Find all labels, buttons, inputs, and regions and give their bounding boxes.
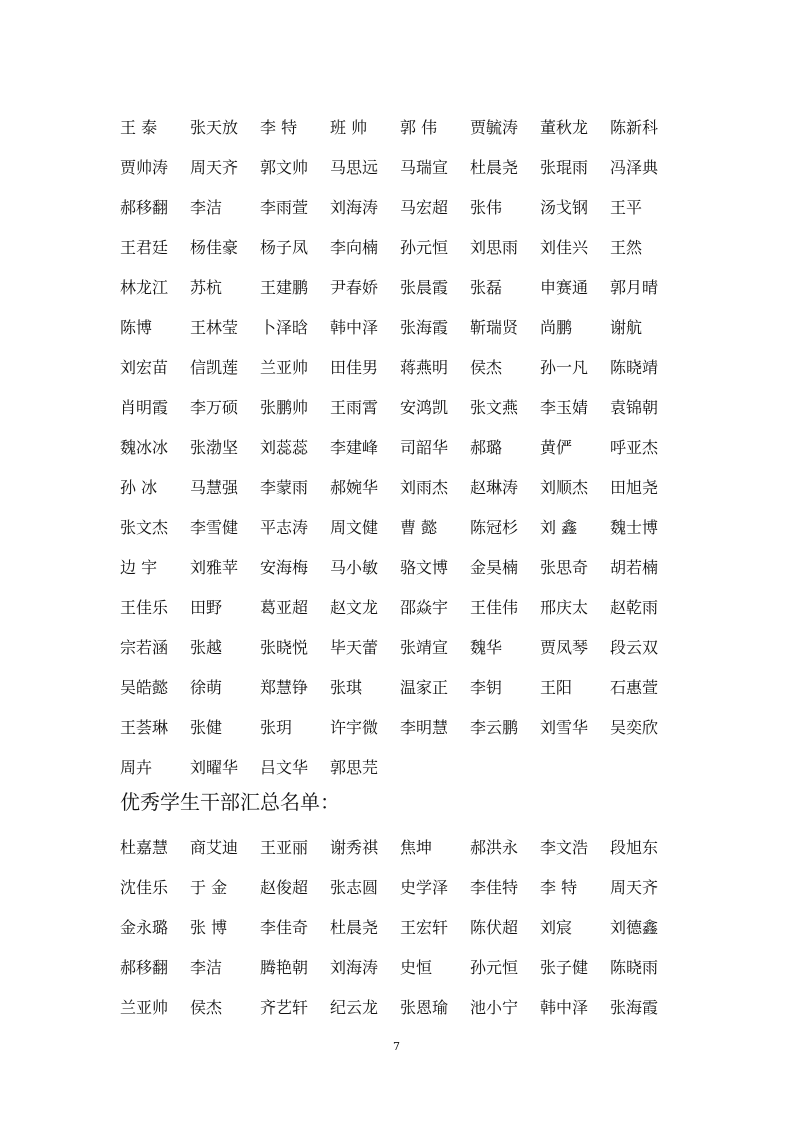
name-cell: 苏杭 — [190, 277, 223, 297]
name-cell: 班 帅 — [330, 117, 368, 137]
name-cell: 申赛通 — [540, 277, 589, 297]
name-cell: 吴奕欣 — [610, 717, 659, 737]
name-list-top — [120, 106, 680, 786]
name-cell: 赵琳涛 — [470, 477, 519, 497]
name-cell: 金永璐 — [120, 917, 169, 937]
name-cell: 刘顺杰 — [540, 477, 589, 497]
name-row — [120, 866, 680, 906]
name-cell: 靳瑞贤 — [470, 317, 519, 337]
name-cell: 刘宸 — [540, 917, 573, 937]
name-row — [120, 826, 680, 866]
name-cell: 贾帅涛 — [120, 157, 169, 177]
name-cell: 谢航 — [610, 317, 643, 337]
name-cell: 王阳 — [540, 677, 573, 697]
name-cell: 张思奇 — [540, 557, 589, 577]
name-cell: 赵乾雨 — [610, 597, 659, 617]
name-list-outstanding-cadres — [120, 826, 680, 1026]
name-cell: 陈博 — [120, 317, 153, 337]
name-cell: 周天齐 — [190, 157, 239, 177]
name-cell: 田野 — [190, 597, 223, 617]
name-cell: 郝璐 — [470, 437, 503, 457]
name-cell: 李万硕 — [190, 397, 239, 417]
name-cell: 郭思芫 — [330, 757, 379, 777]
name-row — [120, 386, 680, 426]
name-cell: 冯泽典 — [610, 157, 659, 177]
name-cell: 邢庆太 — [540, 597, 589, 617]
name-cell: 李雪健 — [190, 517, 239, 537]
name-cell: 李雨萱 — [260, 197, 309, 217]
name-cell: 刘 鑫 — [540, 517, 578, 537]
name-cell: 王 泰 — [120, 117, 158, 137]
name-cell: 张磊 — [470, 277, 503, 297]
name-row — [120, 466, 680, 506]
name-cell: 宗若涵 — [120, 637, 169, 657]
name-cell: 刘曜华 — [190, 757, 239, 777]
name-row — [120, 706, 680, 746]
name-cell: 吕文华 — [260, 757, 309, 777]
name-cell: 李 特 — [260, 117, 298, 137]
name-cell: 张文燕 — [470, 397, 519, 417]
name-cell: 王雨霄 — [330, 397, 379, 417]
name-cell: 魏士博 — [610, 517, 659, 537]
name-cell: 郭文帅 — [260, 157, 309, 177]
name-cell: 马瑞宣 — [400, 157, 449, 177]
name-cell: 邵焱宇 — [400, 597, 449, 617]
name-cell: 段旭东 — [610, 837, 659, 857]
name-cell: 史恒 — [400, 957, 433, 977]
name-cell: 张恩瑜 — [400, 997, 449, 1017]
name-row — [120, 906, 680, 946]
name-cell: 刘雨杰 — [400, 477, 449, 497]
name-cell: 李玉婧 — [540, 397, 589, 417]
name-cell: 刘思雨 — [470, 237, 519, 257]
name-cell: 赵文龙 — [330, 597, 379, 617]
name-cell: 张琨雨 — [540, 157, 589, 177]
name-cell: 赵俊超 — [260, 877, 309, 897]
name-cell: 贾毓涛 — [470, 117, 519, 137]
name-cell: 王荟琳 — [120, 717, 169, 737]
name-cell: 刘德鑫 — [610, 917, 659, 937]
name-cell: 郭月晴 — [610, 277, 659, 297]
name-cell: 李佳奇 — [260, 917, 309, 937]
name-cell: 陈冠杉 — [470, 517, 519, 537]
name-cell: 杜晨尧 — [330, 917, 379, 937]
name-cell: 郑慧铮 — [260, 677, 309, 697]
name-cell: 刘雅苹 — [190, 557, 239, 577]
name-cell: 温家正 — [400, 677, 449, 697]
name-cell: 李钥 — [470, 677, 503, 697]
name-row — [120, 186, 680, 226]
name-cell: 黄俨 — [540, 437, 573, 457]
name-cell: 王然 — [610, 237, 643, 257]
name-cell: 于 金 — [190, 877, 228, 897]
name-cell: 兰亚帅 — [120, 997, 169, 1017]
name-cell: 张海霞 — [610, 997, 659, 1017]
name-cell: 葛亚超 — [260, 597, 309, 617]
name-row — [120, 426, 680, 466]
name-cell: 杜晨尧 — [470, 157, 519, 177]
name-cell: 郝洪永 — [470, 837, 519, 857]
name-cell: 张渤坚 — [190, 437, 239, 457]
name-cell: 肖明霞 — [120, 397, 169, 417]
name-cell: 金昊楠 — [470, 557, 519, 577]
name-cell: 刘宏苗 — [120, 357, 169, 377]
name-cell: 侯杰 — [470, 357, 503, 377]
name-cell: 刘佳兴 — [540, 237, 589, 257]
name-cell: 马思远 — [330, 157, 379, 177]
name-cell: 周卉 — [120, 757, 153, 777]
name-cell: 陈新科 — [610, 117, 659, 137]
name-cell: 王宏轩 — [400, 917, 449, 937]
name-cell: 周文健 — [330, 517, 379, 537]
name-cell: 孙元恒 — [470, 957, 519, 977]
name-cell: 李云鹏 — [470, 717, 519, 737]
name-cell: 王林莹 — [190, 317, 239, 337]
name-row — [120, 266, 680, 306]
name-cell: 贾凤琴 — [540, 637, 589, 657]
name-row — [120, 946, 680, 986]
name-cell: 郭 伟 — [400, 117, 438, 137]
name-cell: 郝移翻 — [120, 957, 169, 977]
name-cell: 刘雪华 — [540, 717, 589, 737]
name-cell: 董秋龙 — [540, 117, 589, 137]
name-cell: 蒋燕明 — [400, 357, 449, 377]
name-cell: 胡若楠 — [610, 557, 659, 577]
name-cell: 孙 冰 — [120, 477, 158, 497]
name-cell: 李文浩 — [540, 837, 589, 857]
name-cell: 骆文博 — [400, 557, 449, 577]
name-cell: 曹 懿 — [400, 517, 438, 537]
name-cell: 池小宁 — [470, 997, 519, 1017]
section-heading: 优秀学生干部汇总名单： — [120, 790, 340, 814]
name-cell: 张鹏帅 — [260, 397, 309, 417]
name-cell: 边 宇 — [120, 557, 158, 577]
name-cell: 李明慧 — [400, 717, 449, 737]
name-cell: 马小敏 — [330, 557, 379, 577]
name-cell: 信凯莲 — [190, 357, 239, 377]
name-cell: 尚鹏 — [540, 317, 573, 337]
name-cell: 李向楠 — [330, 237, 379, 257]
name-cell: 纪云龙 — [330, 997, 379, 1017]
name-row — [120, 306, 680, 346]
name-cell: 史学泽 — [400, 877, 449, 897]
name-row — [120, 746, 680, 786]
page-number: 7 — [393, 1040, 400, 1053]
name-cell: 张志圆 — [330, 877, 379, 897]
name-cell: 田旭尧 — [610, 477, 659, 497]
name-cell: 卜泽晗 — [260, 317, 309, 337]
name-cell: 谢秀祺 — [330, 837, 379, 857]
name-cell: 张健 — [190, 717, 223, 737]
name-row — [120, 626, 680, 666]
name-cell: 司韶华 — [400, 437, 449, 457]
name-cell: 李蒙雨 — [260, 477, 309, 497]
name-cell: 马宏超 — [400, 197, 449, 217]
name-cell: 王佳伟 — [470, 597, 519, 617]
name-cell: 商艾迪 — [190, 837, 239, 857]
name-cell: 毕天蕾 — [330, 637, 379, 657]
name-row — [120, 666, 680, 706]
name-cell: 段云双 — [610, 637, 659, 657]
name-row — [120, 106, 680, 146]
name-cell: 张琪 — [330, 677, 363, 697]
name-cell: 周天齐 — [610, 877, 659, 897]
name-cell: 刘海涛 — [330, 957, 379, 977]
name-cell: 呼亚杰 — [610, 437, 659, 457]
name-cell: 兰亚帅 — [260, 357, 309, 377]
name-cell: 李佳特 — [470, 877, 519, 897]
name-cell: 张越 — [190, 637, 223, 657]
name-cell: 魏冰冰 — [120, 437, 169, 457]
name-cell: 张天放 — [190, 117, 239, 137]
name-cell: 侯杰 — [190, 997, 223, 1017]
name-cell: 张子健 — [540, 957, 589, 977]
name-row — [120, 546, 680, 586]
name-cell: 张晓悦 — [260, 637, 309, 657]
name-cell: 袁锦朝 — [610, 397, 659, 417]
name-cell: 韩中泽 — [540, 997, 589, 1017]
name-cell: 杜嘉慧 — [120, 837, 169, 857]
name-row — [120, 986, 680, 1026]
name-cell: 郝移翻 — [120, 197, 169, 217]
name-cell: 石惠萱 — [610, 677, 659, 697]
name-cell: 焦坤 — [400, 837, 433, 857]
name-cell: 王佳乐 — [120, 597, 169, 617]
name-cell: 王亚丽 — [260, 837, 309, 857]
name-cell: 张 博 — [190, 917, 228, 937]
name-cell: 孙元恒 — [400, 237, 449, 257]
name-cell: 张文杰 — [120, 517, 169, 537]
name-cell: 魏华 — [470, 637, 503, 657]
name-cell: 沈佳乐 — [120, 877, 169, 897]
name-row — [120, 146, 680, 186]
name-cell: 李洁 — [190, 197, 223, 217]
name-cell: 张玥 — [260, 717, 293, 737]
name-cell: 林龙江 — [120, 277, 169, 297]
name-cell: 孙一凡 — [540, 357, 589, 377]
name-cell: 安海梅 — [260, 557, 309, 577]
name-cell: 齐艺轩 — [260, 997, 309, 1017]
name-cell: 腾艳朝 — [260, 957, 309, 977]
name-cell: 马慧强 — [190, 477, 239, 497]
name-row — [120, 226, 680, 266]
name-cell: 汤戈钢 — [540, 197, 589, 217]
name-cell: 徐萌 — [190, 677, 223, 697]
name-cell: 安鸿凯 — [400, 397, 449, 417]
name-cell: 郝婉华 — [330, 477, 379, 497]
name-cell: 陈伏超 — [470, 917, 519, 937]
name-cell: 张海霞 — [400, 317, 449, 337]
name-cell: 许宇微 — [330, 717, 379, 737]
name-cell: 李 特 — [540, 877, 578, 897]
name-cell: 王建鹏 — [260, 277, 309, 297]
name-cell: 韩中泽 — [330, 317, 379, 337]
name-cell: 平志涛 — [260, 517, 309, 537]
name-cell: 陈晓雨 — [610, 957, 659, 977]
name-cell: 王平 — [610, 197, 643, 217]
name-cell: 张伟 — [470, 197, 503, 217]
name-row — [120, 506, 680, 546]
name-cell: 李洁 — [190, 957, 223, 977]
name-row — [120, 346, 680, 386]
name-cell: 刘蕊蕊 — [260, 437, 309, 457]
name-cell: 田佳男 — [330, 357, 379, 377]
name-cell: 刘海涛 — [330, 197, 379, 217]
name-cell: 陈晓靖 — [610, 357, 659, 377]
name-cell: 杨子凤 — [260, 237, 309, 257]
name-cell: 吴皓懿 — [120, 677, 169, 697]
name-cell: 杨佳豪 — [190, 237, 239, 257]
name-cell: 王君廷 — [120, 237, 169, 257]
name-row — [120, 586, 680, 626]
name-cell: 张靖宣 — [400, 637, 449, 657]
name-cell: 李建峰 — [330, 437, 379, 457]
name-cell: 张晨霞 — [400, 277, 449, 297]
name-cell: 尹春娇 — [330, 277, 379, 297]
